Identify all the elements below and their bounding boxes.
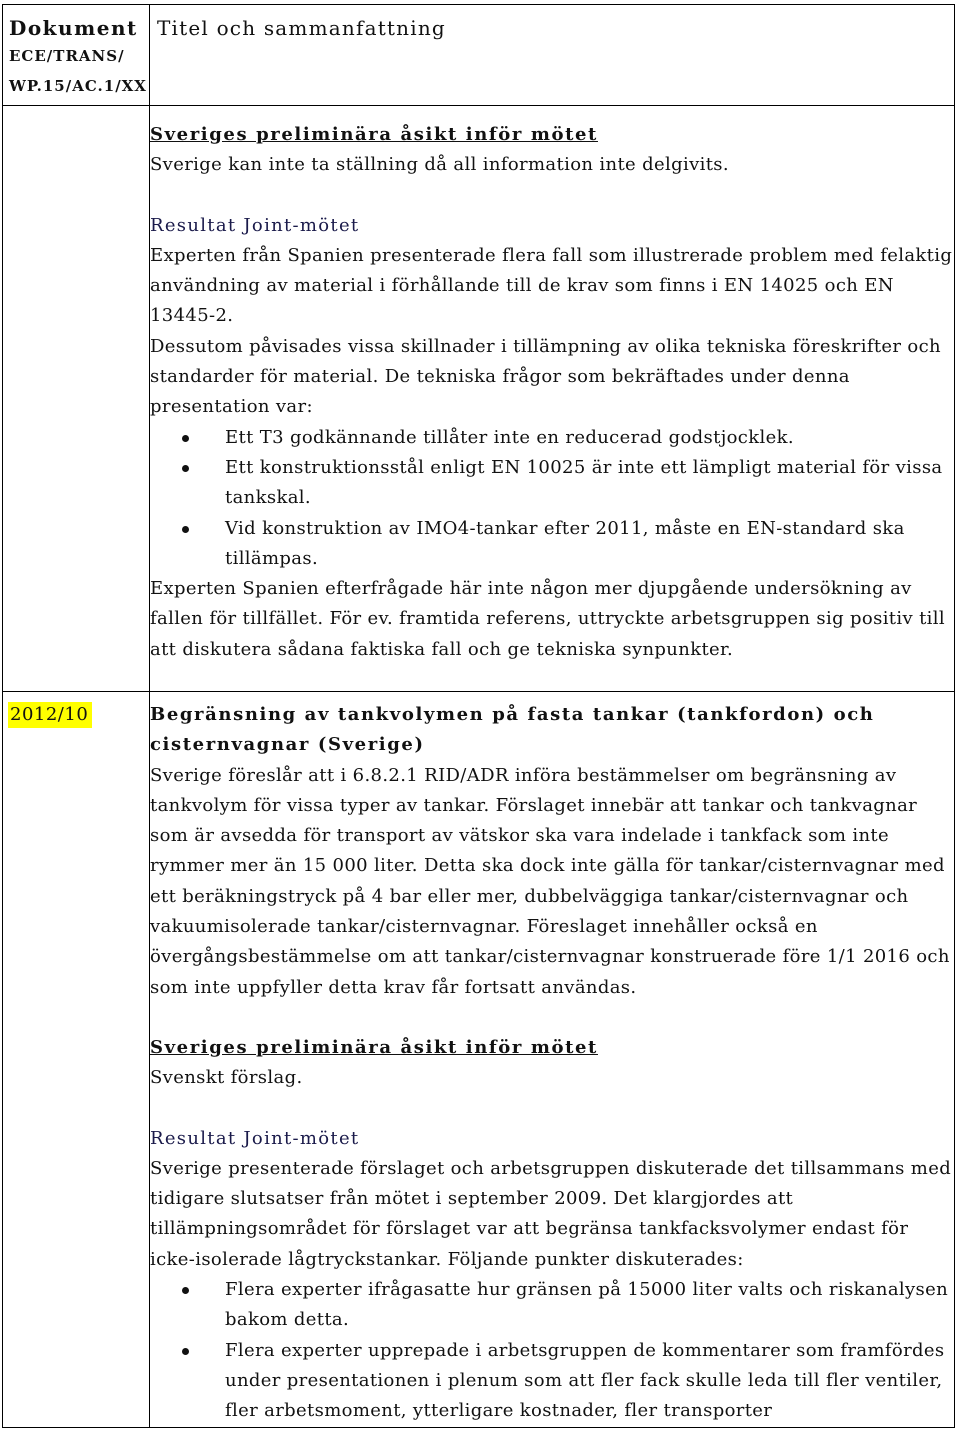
header-document-label: Dokument (9, 16, 138, 40)
section2-prelim-text: Svenskt förslag. (150, 1067, 303, 1089)
section1-content-cell (150, 106, 955, 692)
section2-number-cell (3, 692, 150, 1428)
header-code-line1: ECE/TRANS/ (9, 47, 125, 65)
header-row (3, 5, 955, 106)
section1-result-heading: Resultat Joint-mötet (150, 214, 360, 236)
header-title-cell (150, 5, 955, 106)
list-item: Vid konstruktion av IMO4-tankar efter 2011, måste en EN-standard ska tillämpas. (150, 514, 954, 575)
bullet-icon (182, 1287, 189, 1294)
bullet-icon (182, 465, 189, 472)
bullet-icon (182, 526, 189, 533)
section1-paragraph-1: Experten från Spanien presenterade flera fall som illustrerade problem med felaktig användning av material i förhållande till de krav som finns i EN 14025 och EN 13445-2. (150, 244, 953, 327)
list-item: Ett konstruktionsstål enligt EN 10025 är inte ett lämpligt material för vissa tankskal. (150, 453, 954, 514)
section2-prelim-heading: Sveriges preliminära åsikt inför mötet (150, 1036, 598, 1058)
section1-paragraph-2: Dessutom påvisades vissa skillnader i tillämpning av olika tekniska föreskrifter och standarder för material. De tekniska frågor som bekräftades under denna presentation var: (150, 335, 941, 418)
row-section2 (3, 692, 955, 1428)
section2-bullet-list (150, 1275, 954, 1426)
row-section1 (3, 106, 955, 692)
list-item: Flera experter upprepade i arbetsgruppen de kommentarer som framfördes under presentationen i plenum som att fler fack skulle leda till fler ventiler, fler arbetsmoment, ytterligare kostnader, fler transporter (150, 1336, 954, 1427)
header-title-label: Titel och sammanfattning (157, 16, 446, 40)
header-document-cell (3, 5, 150, 106)
section1-prelim-heading: Sveriges preliminära åsikt inför mötet (150, 124, 598, 145)
header-code-line2: WP.15/AC.1/XX (9, 77, 147, 95)
section1-number-cell (3, 106, 150, 692)
section2-title: Begränsning av tankvolymen på fasta tankar (tankfordon) och cisternvagnar (Sverige) (150, 704, 875, 756)
section2-result-text: Sverige presenterade förslaget och arbetsgruppen diskuterade det tillsammans med tidigare slutsatser från mötet i september 2009. Det klargjordes att tillämpningsområdet för förslaget var att begränsa tankfacksvolymer endast för icke-isolerade lågtryckstankar. Följande punkter diskuterades: (150, 1157, 952, 1270)
section1-bullet-list (150, 423, 954, 574)
bullet-icon (182, 1348, 189, 1355)
bullet-icon (182, 435, 189, 442)
list-item: Flera experter ifrågasatte hur gränsen på 15000 liter valts och riskanalysen bakom detta. (150, 1275, 954, 1336)
section2-result-heading: Resultat Joint-mötet (150, 1127, 360, 1149)
document-table (2, 4, 955, 1428)
section1-paragraph-3: Experten Spanien efterfrågade här inte någon mer djupgående undersökning av fallen för tillfället. För ev. framtida referens, uttryckte arbetsgruppen sig positiv till att diskutera sådana faktiska fall och ge tekniska synpunkter. (150, 578, 945, 660)
list-item: Ett T3 godkännande tillåter inte en reducerad godstjocklek. (150, 423, 954, 453)
section2-proposal-text: Sverige föreslår att i 6.8.2.1 RID/ADR införa bestämmelser om begränsning av tankvolym för vissa typer av tankar. Förslaget innebär att tankar och tankvagnar som är avsedda för transport av vätskor ska vara indelade i tankfack som inte rymmer mer än 15 000 liter. Detta ska dock inte gälla för tankar/cisternvagnar med ett beräkningstryck på 4 bar eller mer, dubbelväggiga tankar/cisternvagnar och vakuumisolerade tankar/cisternvagnar. Föreslaget innehåller också en övergångsbestämmelse om att tankar/cisternvagnar konstruerade före 1/1 2016 och som inte uppfyller detta krav får fortsatt användas. (150, 764, 950, 998)
document-number-badge: 2012/10 (8, 702, 92, 728)
section2-content-cell (150, 692, 955, 1428)
section1-prelim-text: Sverige kan inte ta ställning då all information inte delgivits. (150, 154, 729, 176)
